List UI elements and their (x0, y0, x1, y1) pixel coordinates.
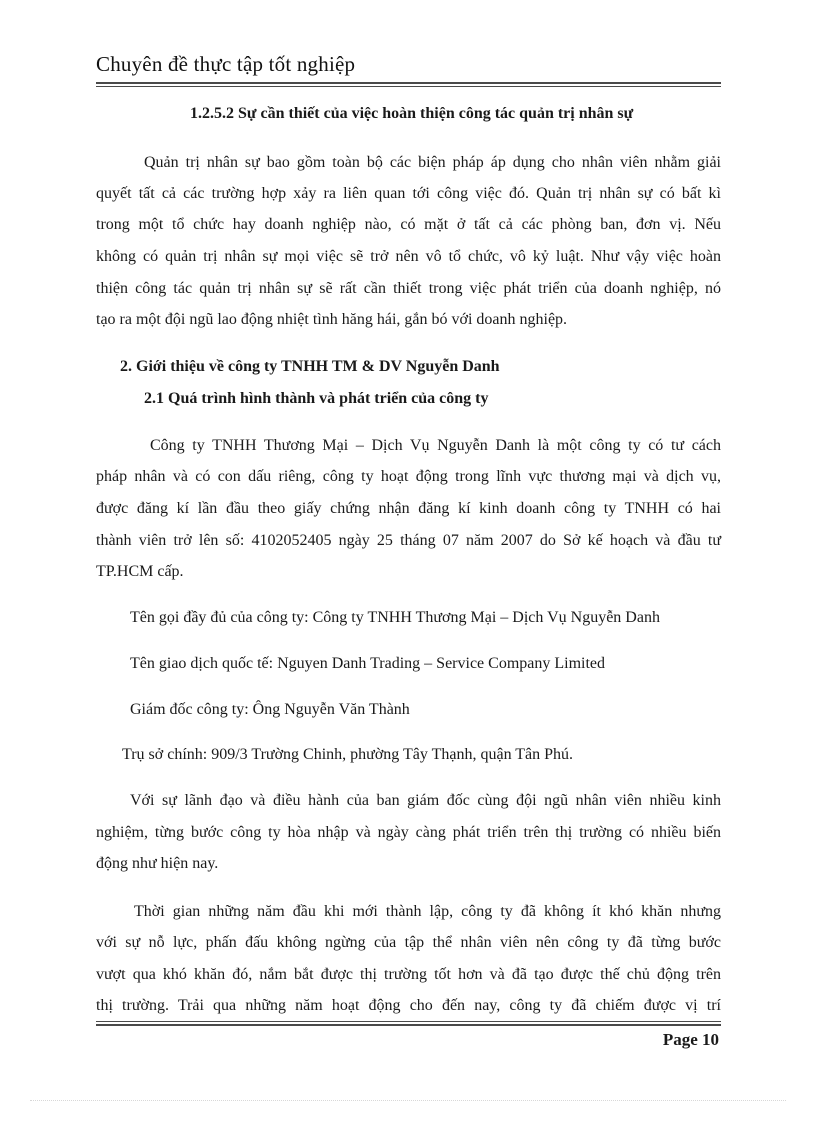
para3-line: Với sự lãnh đạo và điều hành của ban giám đốc cùng đội ngũ nhân viên nhiều kinh (130, 792, 721, 809)
company-headquarters: Trụ sở chính: 909/3 Trường Chinh, phường Tây Thạnh, quận Tân Phú. (122, 746, 574, 763)
header-rule-thin (96, 86, 721, 87)
heading-2-1: 2.1 Quá trình hình thành và phát triển của công ty (144, 390, 489, 407)
header-title: Chuyên đề thực tập tốt nghiệp (96, 52, 356, 76)
company-full-name: Tên gọi đầy đủ của công ty: Công ty TNHH Thương Mại – Dịch Vụ Nguyễn Danh (130, 609, 660, 626)
para4-line: thị trường. Trải qua những năm hoạt động cho đến nay, công ty đã chiếm được vị trí (96, 997, 721, 1014)
section-heading: 1.2.5.2 Sự cần thiết của việc hoàn thiện công tác quản trị nhân sự (190, 105, 634, 122)
para1-line: Quản trị nhân sự bao gồm toàn bộ các biện pháp áp dụng cho nhân viên nhằm giải (144, 154, 721, 171)
para3-line: động như hiện nay. (96, 855, 219, 872)
para2-line: Công ty TNHH Thương Mại – Dịch Vụ Nguyễn Danh là một công ty có tư cách (150, 437, 721, 454)
para1-line: tạo ra một đội ngũ lao động nhiệt tình hăng hái, gắn bó với doanh nghiệp. (96, 311, 568, 328)
para4-line: vượt qua khó khăn đó, nắm bắt được thị trường tốt hơn và đã tạo được thế chủ động trên (96, 966, 721, 983)
page-bottom-border (30, 1100, 786, 1101)
para3-line: nghiệm, từng bước công ty hòa nhập và ngày càng phát triển trên thị trường có nhiều biến (96, 824, 721, 841)
para1-line: quyết tất cả các trường hợp xảy ra liên quan tới công việc đó. Quản trị nhân sự có bất kì (96, 185, 721, 202)
para4-line: Thời gian những năm đầu khi mới thành lập, công ty đã không ít khó khăn nhưng (134, 903, 721, 920)
para2-line: được đăng kí lần đầu theo giấy chứng nhận đăng kí kinh doanh công ty TNHH có hai (96, 500, 721, 517)
footer-rule-thin (96, 1021, 721, 1022)
para2-line: thành viên trở lên số: 4102052405 ngày 25 tháng 07 năm 2007 do Sở kế hoạch và đầu tư (96, 532, 721, 549)
footer-rule-thick (96, 1024, 721, 1026)
header-rule-thick (96, 82, 721, 84)
para2-line: TP.HCM cấp. (96, 563, 184, 580)
page-number: Page 10 (662, 1030, 719, 1049)
para4-line: với sự nỗ lực, phấn đấu không ngừng của tập thể nhân viên nên công ty đã từng bước (96, 934, 721, 951)
para1-line: thiện công tác quản trị nhân sự sẽ rất cần thiết trong việc phát triển của doanh nghiệp, nó (96, 280, 721, 297)
company-director: Giám đốc công ty: Ông Nguyễn Văn Thành (130, 701, 410, 718)
para1-line: không có quản trị nhân sự mọi việc sẽ trở nên vô tổ chức, vô kỷ luật. Như vậy việc hoàn (96, 248, 721, 265)
heading-2: 2. Giới thiệu về công ty TNHH TM & DV Nguyễn Danh (120, 358, 500, 375)
para1-line: trong một tổ chức hay doanh nghiệp nào, có mặt ở tất cả các phòng ban, đơn vị. Nếu (96, 216, 721, 233)
company-intl-name: Tên giao dịch quốc tế: Nguyen Danh Trading – Service Company Limited (130, 655, 606, 672)
para2-line: pháp nhân và có con dấu riêng, công ty hoạt động trong lĩnh vực thương mại và dịch vụ, (96, 468, 721, 485)
